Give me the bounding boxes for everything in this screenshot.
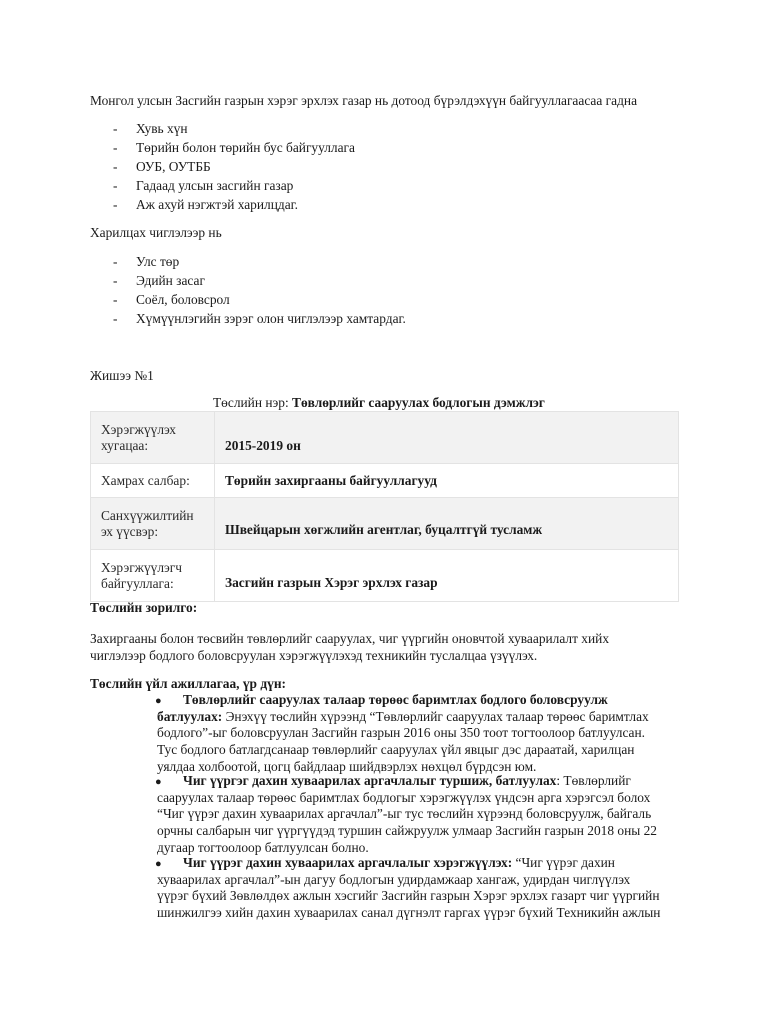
activity-item <box>155 692 680 776</box>
activity-text: хуваарилах аргачлал”-ын дагуу бодлогын удирдамжаар хангаж, удирдан чиглүүлэх <box>157 871 631 887</box>
activity-text: шинжилгээ хийн дахин хуваарилах санал дүгнэлт гаргах үүрэг бүхий Техникийн ажлын <box>157 905 661 921</box>
table-label <box>91 412 215 464</box>
table-value: Төрийн захиргааны байгууллагууд <box>215 464 679 498</box>
bullet-icon: ● <box>155 776 162 788</box>
list-item: Эдийн засаг <box>136 273 205 288</box>
activity-title: Чиг үүргэг дахин хуваарилах аргачлалыг туршиж, батлуулах <box>183 773 557 788</box>
table-label <box>91 464 215 498</box>
table-row <box>91 412 679 464</box>
goal-text <box>90 630 650 664</box>
table-label <box>91 498 215 550</box>
list-bullet: - <box>113 254 118 269</box>
activity-text: : Төвлөрлийг <box>556 773 631 788</box>
activity-item <box>155 855 680 922</box>
project-name-label: Төслийн нэр: <box>213 395 289 410</box>
table-row <box>91 464 679 498</box>
label-line: Хэрэгжүүлэх <box>101 421 176 437</box>
activity-text: Тус бодлого батлагдсанаар төвлөрлийг сааруулах үйл явцыг дэс дараатай, харилцан <box>157 742 635 758</box>
activity-title: Чиг үүрэг дахин хуваарилах аргачлалыг хэрэгжүүлэх: <box>183 855 513 870</box>
list-bullet: - <box>113 273 118 288</box>
activity-text: дугаар тогтоолоор батлуулсан болно. <box>157 839 369 855</box>
list-bullet: - <box>113 311 118 326</box>
table-row <box>91 550 679 602</box>
list-item: Гадаад улсын засгийн газар <box>136 178 294 193</box>
activity-title-cont: батлуулах: <box>157 708 223 724</box>
list-bullet: - <box>113 121 118 136</box>
list-item: Төрийн болон төрийн бус байгууллага <box>136 140 355 155</box>
activity-text: сааруулах талаар төрөөс баримтлах бодлогыг хэрэгжүүлэх үндсэн арга хэрэгсэл болох <box>157 789 651 805</box>
list-item: Хүмүүнлэгийн зэрэг олон чиглэлээр хамтардаг. <box>136 311 406 326</box>
list-item: Аж ахуй нэгжтэй харилцдаг. <box>136 197 298 212</box>
example-heading: Жишээ №1 <box>90 368 154 383</box>
goal-heading: Төслийн зорилго: <box>90 600 198 615</box>
activity-title: Төвлөрлийг сааруулах талаар төрөөс баримтлах бодлого боловсруулж <box>183 692 608 707</box>
areas-heading: Харилцах чиглэлээр нь <box>90 225 222 240</box>
activity-item <box>155 773 680 857</box>
label-line: эх үүсвэр: <box>101 523 159 539</box>
table-value: 2015-2019 он <box>215 412 679 464</box>
label-line: хугацаа: <box>101 437 149 453</box>
bullet-icon: ● <box>155 858 162 870</box>
table-row <box>91 498 679 550</box>
label-line: Санхүүжилтийн <box>101 507 194 523</box>
project-info-table <box>90 411 679 602</box>
intro-paragraph: Монгол улсын Засгийн газрын хэрэг эрхлэх газар нь дотоод бүрэлдэхүүн байгууллагаасаа гадна <box>90 93 638 108</box>
list-item: Улс төр <box>136 254 180 269</box>
activity-text: орчны салбарын чиг үүргүүдэд туршин сайжруулж улмаар Засгийн газрын 2018 оны 22 <box>157 823 658 839</box>
goal-line: чиглэлээр бодлого боловсруулан хэрэгжүүлэхэд техникийн туслалцаа үзүүлэх. <box>90 648 538 663</box>
label-line: Хамрах салбар: <box>101 472 190 488</box>
project-name: Төвлөрлийг сааруулах бодлогын дэмжлэг <box>292 395 545 410</box>
list-item: ОУБ, ОУТББ <box>136 159 211 174</box>
label-line: байгууллага: <box>101 575 174 591</box>
list-item: Хувь хүн <box>136 121 188 136</box>
activity-text: “Чиг үүрэг дахин <box>512 855 615 870</box>
list-bullet: - <box>113 178 118 193</box>
list-bullet: - <box>113 159 118 174</box>
activity-text: Энэхүү төслийн хүрээнд “Төвлөрлийг сааруулах талаар төрөөс баримтлах <box>222 708 649 724</box>
project-name-line <box>213 395 545 411</box>
list-bullet: - <box>113 140 118 155</box>
list-bullet: - <box>113 197 118 212</box>
table-value: Швейцарын хөгжлийн агентлаг, буцалтгүй тусламж <box>215 498 679 550</box>
activity-text: үүрэг бүхий Зөвлөлдөх ажлын хэсгийг Засгийн газрын Хэрэг эрхлэх газарт чиг үүргийн <box>157 888 660 904</box>
activity-text: уялдаа холбоотой, цогц байдлаар шийдвэрлэх нөхцөл бүрдсэн юм. <box>157 758 537 774</box>
table-value: Засгийн газрын Хэрэг эрхлэх газар <box>215 550 679 602</box>
bullet-icon: ● <box>155 695 162 707</box>
activity-heading: Төслийн үйл ажиллагаа, үр дүн: <box>90 676 286 691</box>
goal-line: Захиргааны болон төсвийн төвлөрлийг сааруулах, чиг үүргийн оновчтой хуваарилалт хийх <box>90 631 610 646</box>
list-bullet: - <box>113 292 118 307</box>
activity-text: “Чиг үүрэг дахин хуваарилах аргачлал”-ыг тус төслийн хүрээнд боловсруулж, байгаль <box>157 806 652 822</box>
activity-text: бодлого”-ыг боловсруулан Засгийн газрын 2016 оны 350 тоот тогтоолоор батлуулсан. <box>157 725 646 741</box>
label-line: Хэрэгжүүлэгч <box>101 559 182 575</box>
table-label <box>91 550 215 602</box>
list-item: Соёл, боловсрол <box>136 292 230 307</box>
